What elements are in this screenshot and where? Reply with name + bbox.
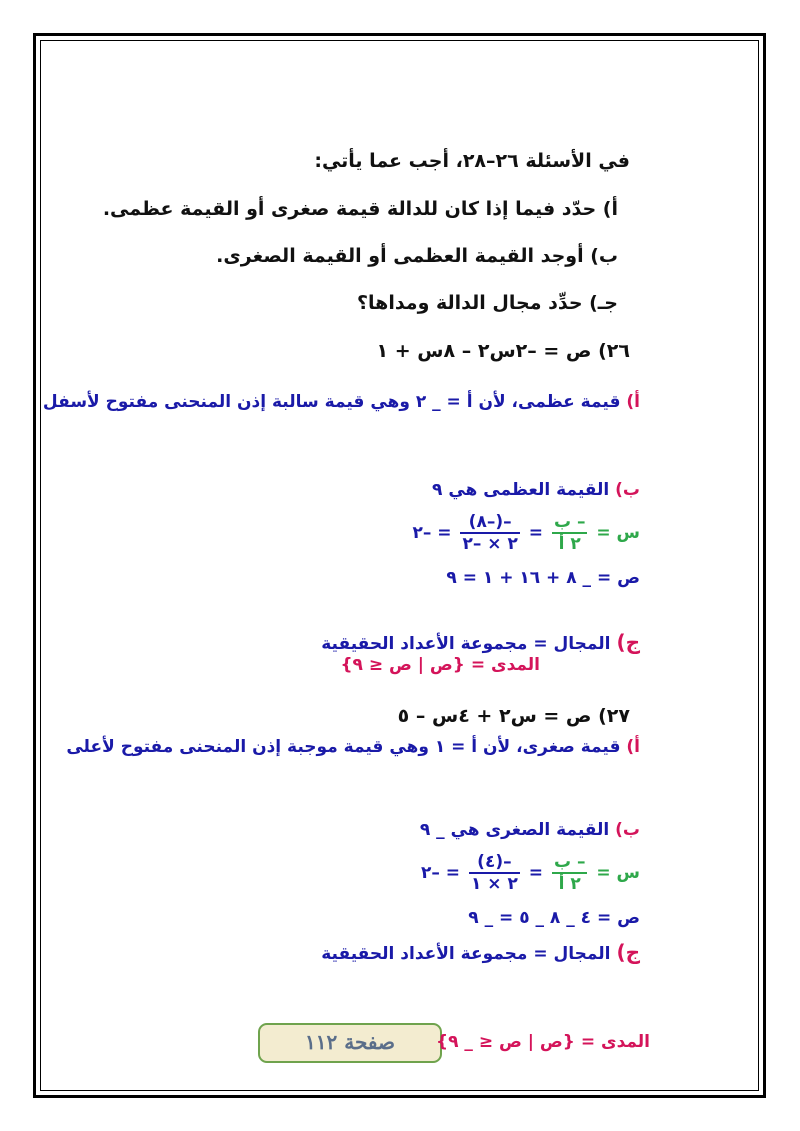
q26-c-domain: المجال = مجموعة الأعداد الحقيقية	[321, 634, 611, 654]
q27-frac2-num: –(٤)	[469, 852, 520, 874]
q26-x-formula: س = $\frac{\text{– ب}}{\text{٢ أ}}$ = $\frac{-(-٨)}{٢ \times -٢}$ = –٢	[412, 512, 640, 554]
q27-x-result: = –٢	[420, 863, 461, 883]
q26-frac2-den: ٢ × –٢	[462, 534, 518, 554]
q26-part-c-domain	[321, 630, 640, 654]
q27-a-label: أ)	[626, 737, 640, 757]
q27-vertex-fraction	[552, 852, 588, 894]
instruction-a: أ) حدّد فيما إذا كان للدالة قيمة صغرى أو القيمة عظمى.	[102, 198, 618, 220]
q26-c-range: المدى = {ص | ص ≤ ٩}	[340, 655, 540, 675]
q26-x-lhs: س =	[596, 523, 640, 543]
q27-substituted-fraction	[469, 852, 520, 894]
q26-frac1-num: – ب	[553, 512, 586, 532]
instruction-b: ب) أوجد القيمة العظمى أو القيمة الصغرى.	[216, 245, 618, 267]
q27-equation: ٢٧) ص = س٢ + ٤س – ٥	[397, 705, 630, 727]
instruction-c: جـ) حدِّد مجال الدالة ومداها؟	[356, 292, 618, 314]
q27-part-c-domain	[321, 940, 640, 964]
q27-c-domain: المجال = مجموعة الأعداد الحقيقية	[321, 944, 611, 964]
q27-frac1-num: – ب	[553, 852, 586, 872]
q27-a-text: قيمة صغرى، لأن أ = ١ وهي قيمة موجبة إذن المنحنى مفتوح لأعلى	[66, 737, 621, 757]
q26-vertex-fraction	[552, 512, 588, 554]
q27-part-a	[66, 737, 640, 757]
q27-frac1-den: ٢ أ	[558, 874, 581, 894]
q26-part-b	[432, 480, 640, 500]
q27-b-text: القيمة الصغرى هي _ ٩	[419, 820, 610, 840]
q27-part-b	[420, 820, 640, 840]
q27-x-lhs: س =	[596, 863, 640, 883]
q26-a-label: أ)	[626, 392, 640, 412]
q27-frac2-den: ٢ × ١	[470, 874, 518, 894]
q27-y-line: ص = ٤ _ ٨ _ ٥ = _ ٩	[468, 908, 640, 928]
q27-x-formula: س = $\frac{\text{– ب}}{\text{٢ أ}}$ = $\frac{-(٤)}{٢ \times ١}$ = –٢	[420, 852, 640, 894]
page-number-text: صفحة ١١٢	[305, 1030, 395, 1054]
q26-b-text: القيمة العظمى هي ٩	[432, 480, 610, 500]
q26-c-label: ج)	[616, 630, 640, 654]
q27-b-label: ب)	[615, 820, 640, 840]
q27-c-range: المدى = {ص | ص ≤ _ ٩}	[436, 1032, 650, 1052]
q26-equation: ٢٦) ص = –٢س٢ – ٨س + ١	[376, 340, 630, 362]
q26-a-text: قيمة عظمى، لأن أ = _ ٢ وهي قيمة سالبة إذن المنحنى مفتوح لأسفل	[42, 392, 621, 412]
q26-part-a	[43, 392, 640, 412]
q26-y-line: ص = _ ٨ + ١٦ + ١ = ٩	[446, 568, 640, 588]
q26-x-result: = –٢	[412, 523, 452, 543]
q26-b-label: ب)	[615, 480, 640, 500]
q26-frac1-den: ٢ أ	[558, 534, 581, 554]
q27-c-label: ج)	[616, 940, 640, 964]
q26-substituted-fraction	[460, 512, 519, 554]
q26-frac2-num: –(–٨)	[460, 512, 519, 534]
intro-text: في الأسئلة ٢٦–٢٨، أجب عما يأتي:	[314, 150, 630, 172]
